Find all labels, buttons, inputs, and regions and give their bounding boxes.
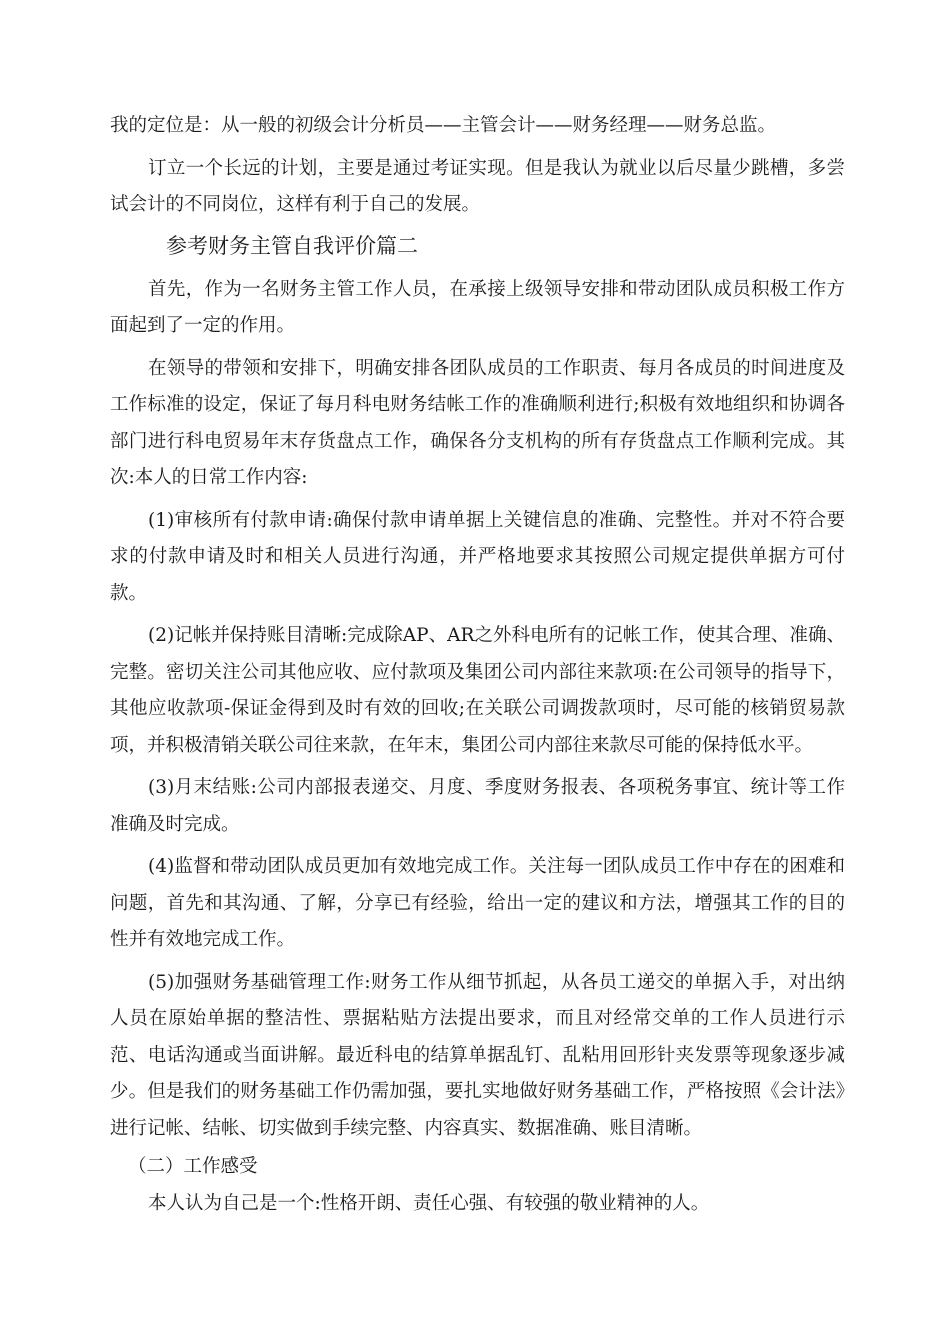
career-path-line: 我的定位是：从一般的初级会计分析员——主管会计——财务经理——财务总监。	[110, 115, 777, 136]
list-item-4: (4)监督和带动团队成员更加有效地完成工作。关注每一团队成员工作中存在的困难和问题，首先和其沟通、了解，分享已有经验，给出一定的建议和方法，增强其工作的目的性并有效地完成工作。	[110, 856, 845, 950]
document-body	[110, 108, 845, 1222]
closing-paragraph: 本人认为自己是一个:性格开朗、责任心强、有较强的敬业精神的人。	[148, 1192, 710, 1214]
list-item-1: (1)审核所有付款申请:确保付款申请单据上关键信息的准确、完整性。并对不符合要求的付款申请及时和相关人员进行沟通，并严格地要求其按照公司规定提供单据方可付款。	[110, 509, 845, 604]
list-item-5: (5)加强财务基础管理工作:财务工作从细节抓起，从各员工递交的单据入手，对出纳人员在原始单据的整洁性、票据粘贴方法提出要求，而且对经常交单的工作人员进行示范、电话沟通或当面讲解。最近科电的结算单据乱钉、乱粘用回形针夹发票等现象逐步减少。但是我们的财务基础工作仍需加强，要扎实地做好财务基础工作，严格按照《会计法》进行记帐、结帐、切实做到手续完整、内容真实、数据准确、账目清晰。	[110, 971, 845, 1139]
paragraph-first: 首先，作为一名财务主管工作人员，在承接上级领导安排和带动团队成员积极工作方面起到了一定的作用。	[110, 278, 845, 336]
list-item-3: (3)月末结账:公司内部报表递交、月度、季度财务报表、各项税务事宜、统计等工作准确及时完成。	[110, 777, 845, 835]
plan-paragraph: 订立一个长远的计划，主要是通过考证实现。但是我认为就业以后尽量少跳槽，多尝试会计的不同岗位，这样有利于自己的发展。	[110, 157, 845, 215]
subheading-work-feelings: （二）工作感受	[128, 1156, 258, 1177]
paragraph-leadership: 在领导的带领和安排下，明确安排各团队成员的工作职责、每月各成员的时间进度及工作标准的设定，保证了每月科电财务结帐工作的准确顺利进行;积极有效地组织和协调各部门进行科电贸易年末存货盘点工作，确保各分支机构的所有存货盘点工作顺利完成。其次:本人的日常工作内容:	[110, 357, 845, 488]
list-item-2: (2)记帐并保持账目清晰:完成除AP、AR之外科电所有的记帐工作，使其合理、准确、完整。密切关注公司其他应收、应付款项及集团公司内部往来款项:在公司领导的指导下，其他应收款项-保证金得到及时有效的回收;在关联公司调拨款项时，尽可能的核销贸易款项，并积极清销关联公司往来款，在年末，集团公司内部往来款尽可能的保持低水平。	[110, 625, 845, 756]
section-title: 参考财务主管自我评价篇二	[166, 233, 418, 258]
